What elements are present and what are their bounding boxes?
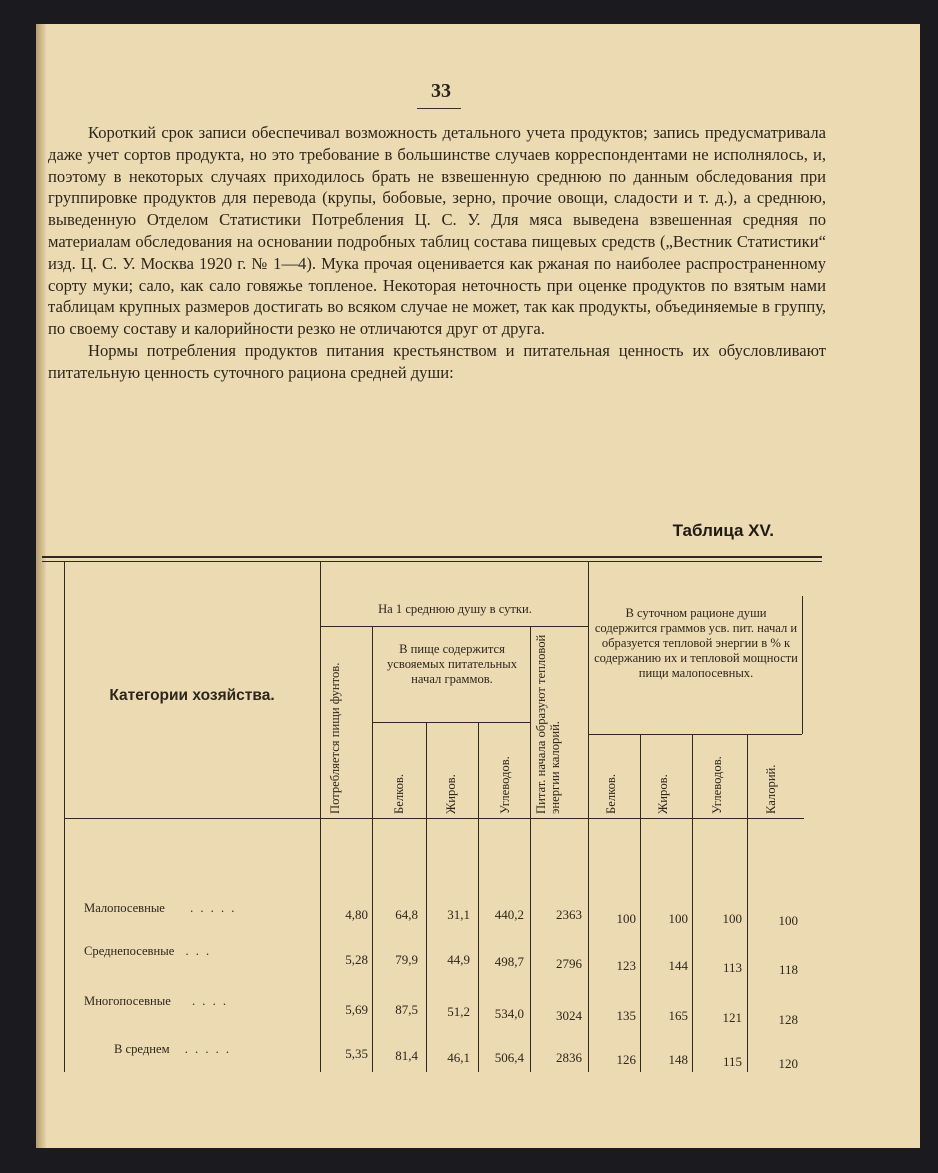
paragraph-2: Нормы потребления продуктов питания крестьянством и питательная ценность их обусловливают питательную ценность суточного рациона средней души: [48, 340, 826, 382]
col-rule-4 [530, 626, 531, 1072]
table-cell: 121 [722, 1010, 742, 1025]
table-cell: 100 [722, 911, 742, 926]
consumption-table [42, 556, 822, 1078]
table-cell: 100 [668, 911, 688, 926]
col-header-fats: Жиров. [444, 774, 458, 814]
group1-underline [320, 626, 588, 627]
col-header-calories: Питат. начала образуют тепловой энергии калорий. [534, 634, 562, 814]
page-number: 33 [431, 80, 451, 102]
stub-header: Категории хозяйства. [109, 687, 275, 704]
group1-sub-header: В пище содержится усвояемых питательных начал граммов. [386, 642, 518, 686]
table-cell: 118 [778, 962, 798, 977]
table-cell: 44,9 [447, 952, 470, 967]
table-cell: 64,8 [395, 907, 418, 922]
header-bottom-rule [64, 818, 804, 819]
table-cell: 5,28 [345, 952, 368, 967]
col-header-food-lbs: Потребляется пищи фунтов. [328, 662, 342, 814]
group-rule [588, 562, 589, 1072]
col-header-carbs: Углеводов. [498, 756, 512, 814]
row-label-sredne [84, 944, 211, 959]
book-page [36, 24, 920, 1148]
table-cell: 123 [616, 958, 636, 973]
table-cell: 87,5 [395, 1002, 418, 1017]
table-cell: 115 [722, 1054, 742, 1069]
table-cell: 113 [722, 960, 742, 975]
body-text [48, 122, 826, 384]
group1-header: На 1 среднюю душу в сутки. [378, 602, 532, 616]
row-label-malo [84, 901, 236, 916]
col-header-pct-carbs: Углеводов. [710, 756, 724, 814]
row-label-text: Малопосевные [84, 901, 165, 915]
leader-dots: . . . [185, 944, 212, 958]
table-cell: 534,0 [494, 1006, 524, 1021]
leader-dots: . . . . . [184, 1042, 232, 1056]
table-cell: 79,9 [395, 952, 418, 967]
table-cell: 2796 [556, 956, 582, 971]
table-cell: 4,80 [345, 907, 368, 922]
leader-dots: . . . . [191, 994, 229, 1008]
table-cell: 100 [616, 911, 636, 926]
row-label-mnogo [84, 994, 228, 1009]
stub-rule [320, 562, 321, 1072]
table-cell: 2363 [556, 907, 582, 922]
row-label-text: Среднепосевные [84, 944, 175, 958]
table-cell: 3024 [556, 1008, 582, 1023]
table-right-rule [802, 596, 803, 734]
group2-underline [588, 734, 802, 735]
paragraph-1: Короткий срок записи обеспечивал возможность детального учета продуктов; запись предусматривала даже учет сортов продукта, но это требование в большинстве случаев корреспондентами не исполнялось, и, поэтому в некоторых случаях приходилось брать не взвешенную среднюю по данным обследования при группировке продуктов для перевода (крупы, бобовые, зерно, прочие овощи, сладости и т. д.), а среднюю, выведенную Отделом Статистики Потребления Ц. С. У. Для мяса выведена взвешенная средняя по материалам обследования на основании подробных таблиц состава пищевых средств („Вестник Статистики“ изд. Ц. С. У. Москва 1920 г. № 1—4). Мука прочая оценивается как ржаная по наиболее распространенному сорту муки; сало, как сало говяжье топленое. Некоторая неточность при оценке продуктов по взятым нами таблицам крупных размеров достигать во всяком случае не может, так как продукты, объединяемые в группу, по своему составу и калорийности резко не отличаются друг от друга. [48, 123, 826, 339]
table-cell: 165 [668, 1008, 688, 1023]
table-top-rule-2 [42, 561, 822, 562]
table-cell: 81,4 [395, 1048, 418, 1063]
col-header-proteins: Белков. [392, 774, 406, 814]
table-cell: 126 [616, 1052, 636, 1067]
table-cell: 5,35 [345, 1046, 368, 1061]
table-cell: 2836 [556, 1050, 582, 1065]
table-cell: 498,7 [494, 954, 524, 969]
table-top-rule [42, 556, 822, 558]
col-header-pct-calories: Калорий. [764, 764, 778, 814]
table-cell: 128 [778, 1012, 798, 1027]
col-header-pct-fats: Жиров. [656, 774, 670, 814]
table-cell: 100 [778, 913, 798, 928]
table-left-rule [64, 562, 65, 1072]
table-cell: 31,1 [447, 907, 470, 922]
leader-dots: . . . . . [190, 901, 237, 915]
table-cell: 135 [616, 1008, 636, 1023]
table-cell: 148 [668, 1052, 688, 1067]
subgroup-underline [372, 722, 530, 723]
row-label-text: Многопосевные [84, 994, 171, 1008]
table-caption: Таблица XV. [672, 521, 774, 540]
page-number-underline [417, 108, 461, 109]
table-cell: 46,1 [447, 1050, 470, 1065]
table-cell: 144 [668, 958, 688, 973]
table-cell: 506,4 [494, 1050, 524, 1065]
table-cell: 5,69 [345, 1002, 368, 1017]
row-label-text: В среднем [114, 1042, 170, 1056]
col-header-pct-proteins: Белков. [604, 774, 618, 814]
table-cell: 120 [778, 1056, 798, 1071]
table-cell: 51,2 [447, 1004, 470, 1019]
row-label-average [114, 1042, 231, 1057]
table-cell: 440,2 [494, 907, 524, 922]
group2-header: В суточном рационе души содержится граммов усв. пит. начал и образуется тепловой энергии в % к содержанию их и тепловой мощности пищи малопосевных. [594, 606, 798, 680]
